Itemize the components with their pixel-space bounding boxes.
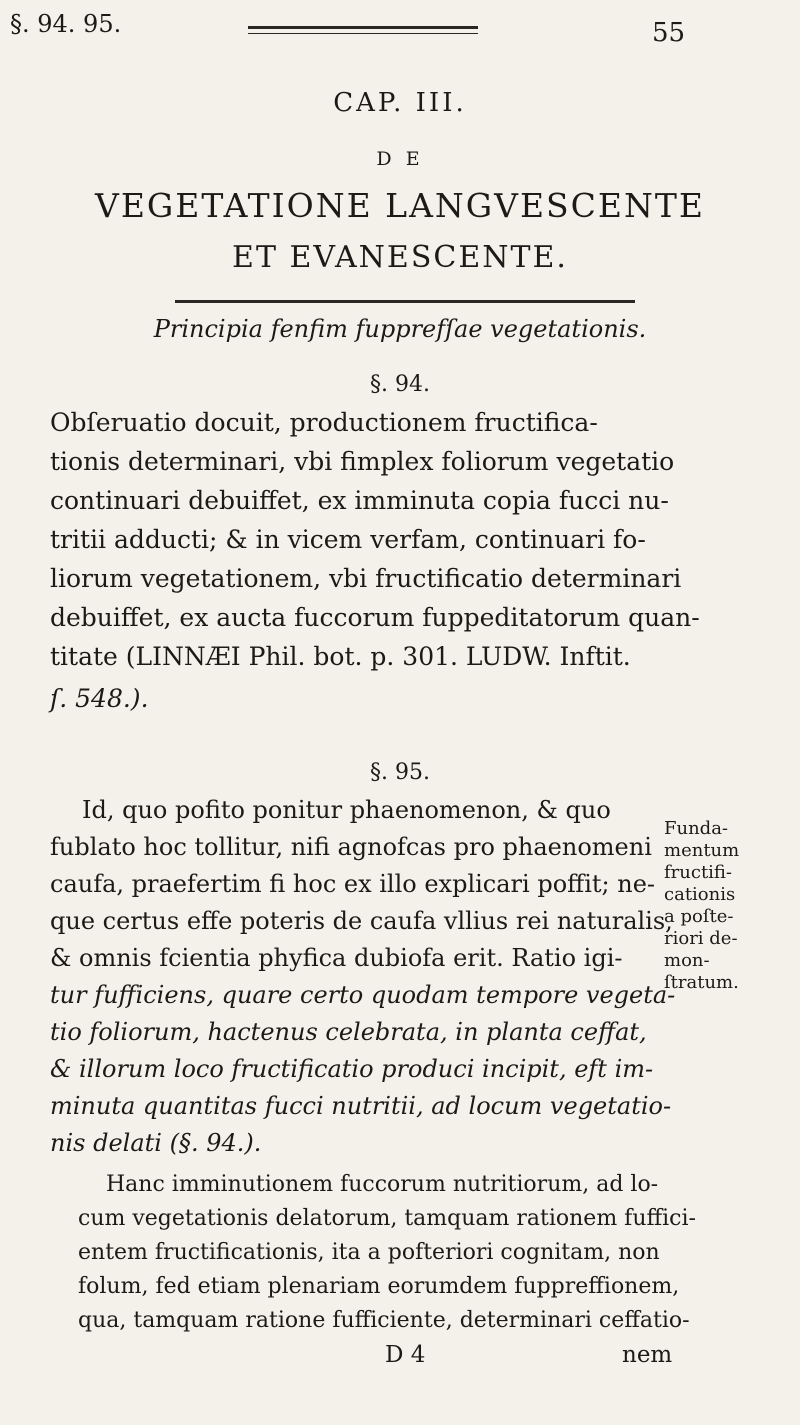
margin-note-line: a poſte- [664, 906, 734, 927]
paragraph-line: tio foliorum, hactenus celebrata, in planta ceffat, [50, 1018, 647, 1046]
paragraph-line: & omnis fcientia phyfica dubiofa erit. Ratio igi- [50, 944, 623, 972]
paragraph-line: folum, fed etiam plenariam eorumdem fuppreffionem, [78, 1274, 680, 1299]
title-preposition: D E [376, 148, 424, 170]
paragraph-line: titate (LINNÆI Phil. bot. p. 301. LUDW. Inftit. [50, 642, 631, 671]
paragraph-line: tur fufficiens, quare certo quodam tempore vegeta- [50, 981, 676, 1009]
paragraph-line: que certus effe poteris de caufa vllius rei naturalis, [50, 907, 673, 935]
margin-note-line: mon- [664, 950, 710, 971]
signature-mark: D 4 [385, 1342, 426, 1368]
margin-note-line: cationis [664, 884, 736, 905]
page-number: 55 [652, 18, 686, 48]
paragraph-line: tritii adducti; & in vicem verfam, continuari fo- [50, 525, 646, 554]
chapter-title-line-2: ET EVANESCENTE. [232, 240, 568, 275]
paragraph-line: entem fructificationis, ita a pofteriori cognitam, non [78, 1240, 660, 1265]
paragraph-line: continuari debuiffet, ex imminuta copia fucci nu- [50, 486, 669, 515]
paragraph-line: minuta quantitas fucci nutritii, ad locum vegetatio- [50, 1092, 672, 1120]
section-reference: §. 94. 95. [10, 10, 122, 38]
margin-note-line: fructifi- [664, 862, 733, 883]
paragraph-line: nis delati (§. 94.). [50, 1129, 262, 1157]
paragraph-line: Obſeruatio docuit, productionem fructifica- [50, 408, 598, 437]
header-rule-thin [248, 33, 478, 34]
margin-note-line: mentum [664, 840, 740, 861]
section-94-number: §. 94. [370, 372, 430, 397]
paragraph-line: fublato hoc tollitur, nifi agnofcas pro phaenomeni [50, 833, 652, 861]
margin-note-line: riori de- [664, 928, 738, 949]
section-subtitle: Principia fenfim fupprefſae vegetationis. [153, 315, 647, 343]
paragraph-line: cum vegetationis delatorum, tamquam rationem fuffici- [78, 1206, 696, 1231]
paragraph-line: ſ. 548.). [50, 684, 149, 713]
header-rule [248, 26, 478, 29]
paragraph-line: debuiffet, ex aucta fuccorum fuppeditatorum quan- [50, 603, 700, 632]
paragraph-line: liorum vegetationem, vbi fructificatio determinari [50, 564, 682, 593]
margin-note-line: Funda- [664, 818, 729, 839]
chapter-title-line-1: VEGETATIONE LANGVESCENTE [95, 186, 705, 225]
paragraph-line: tionis determinari, vbi fimplex foliorum vegetatio [50, 447, 675, 476]
chapter-heading: CAP. III. [333, 88, 467, 118]
paragraph-line: Hanc imminutionem fuccorum nutritiorum, ad lo- [106, 1172, 659, 1197]
title-rule [175, 300, 635, 303]
paragraph-line: & illorum loco fructificatio produci incipit, eft im- [50, 1055, 654, 1083]
catchword: nem [622, 1342, 673, 1368]
paragraph-line: caufa, praefertim fi hoc ex illo explicari poffit; ne- [50, 870, 656, 898]
paragraph-line: Id, quo pofito ponitur phaenomenon, & quo [82, 796, 611, 824]
margin-note-line: ſtratum. [664, 972, 739, 993]
paragraph-line: qua, tamquam ratione fufficiente, determinari ceffatio- [78, 1308, 690, 1333]
section-95-number: §. 95. [370, 760, 430, 785]
